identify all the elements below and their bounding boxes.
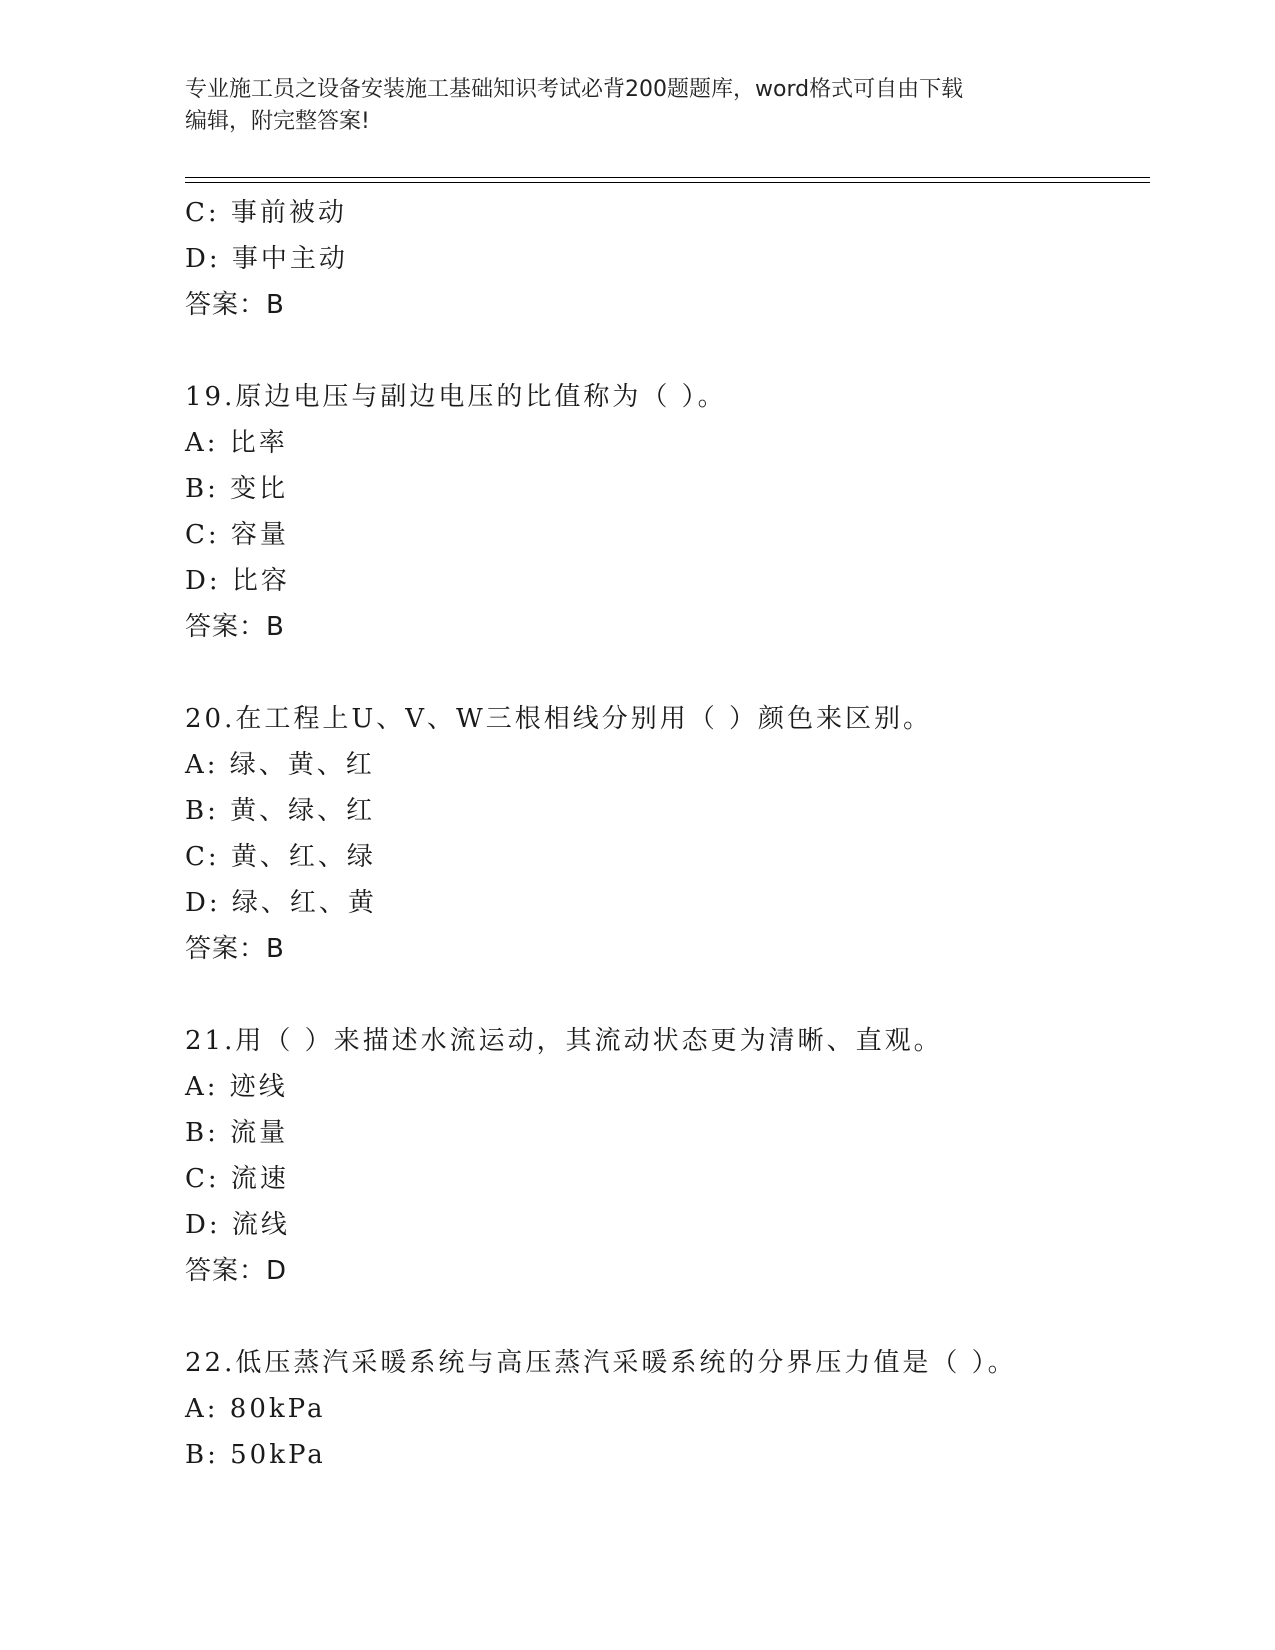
answer: 答案：B bbox=[185, 612, 285, 642]
question-list bbox=[185, 190, 1150, 1478]
option-a: A: 迹线 bbox=[185, 1072, 288, 1102]
question-text: 20.在工程上U、V、W三根相线分别用（ ）颜色来区别。 bbox=[185, 704, 933, 734]
answer: 答案：B bbox=[185, 290, 285, 320]
answer: 答案：B bbox=[185, 934, 285, 964]
question-text: 21.用（ ）来描述水流运动，其流动状态更为清晰、直观。 bbox=[185, 1026, 943, 1056]
option-a: A: 80kPa bbox=[185, 1394, 326, 1424]
previous-question-tail bbox=[185, 190, 1150, 328]
answer: 答案：D bbox=[185, 1256, 288, 1286]
option-b: B: 50kPa bbox=[185, 1440, 326, 1470]
option-d: D: 事中主动 bbox=[185, 244, 348, 274]
option-a: A: 比率 bbox=[185, 428, 288, 458]
option-c: C: 事前被动 bbox=[185, 198, 347, 228]
question-text: 22.低压蒸汽采暖系统与高压蒸汽采暖系统的分界压力值是（ ）。 bbox=[185, 1348, 1017, 1378]
header-line-1: 专业施工员之设备安装施工基础知识考试必背200题题库，word格式可自由下载 bbox=[185, 77, 964, 102]
header-divider-top bbox=[185, 177, 1150, 178]
document-header bbox=[185, 74, 1075, 138]
option-b: B: 流量 bbox=[185, 1118, 289, 1148]
question-text: 19.原边电压与副边电压的比值称为（ ）。 bbox=[185, 382, 727, 412]
option-d: D: 比容 bbox=[185, 566, 290, 596]
question-19 bbox=[185, 374, 1150, 650]
header-divider-bottom bbox=[185, 182, 1150, 183]
option-c: C: 流速 bbox=[185, 1164, 289, 1194]
option-b: B: 黄、绿、红 bbox=[185, 796, 376, 826]
option-c: C: 黄、红、绿 bbox=[185, 842, 376, 872]
header-line-2: 编辑，附完整答案! bbox=[185, 109, 370, 134]
option-a: A: 绿、黄、红 bbox=[185, 750, 375, 780]
question-22 bbox=[185, 1340, 1150, 1478]
option-d: D: 流线 bbox=[185, 1210, 290, 1240]
option-b: B: 变比 bbox=[185, 474, 289, 504]
option-d: D: 绿、红、黄 bbox=[185, 888, 377, 918]
question-21 bbox=[185, 1018, 1150, 1294]
option-c: C: 容量 bbox=[185, 520, 289, 550]
question-20 bbox=[185, 696, 1150, 972]
